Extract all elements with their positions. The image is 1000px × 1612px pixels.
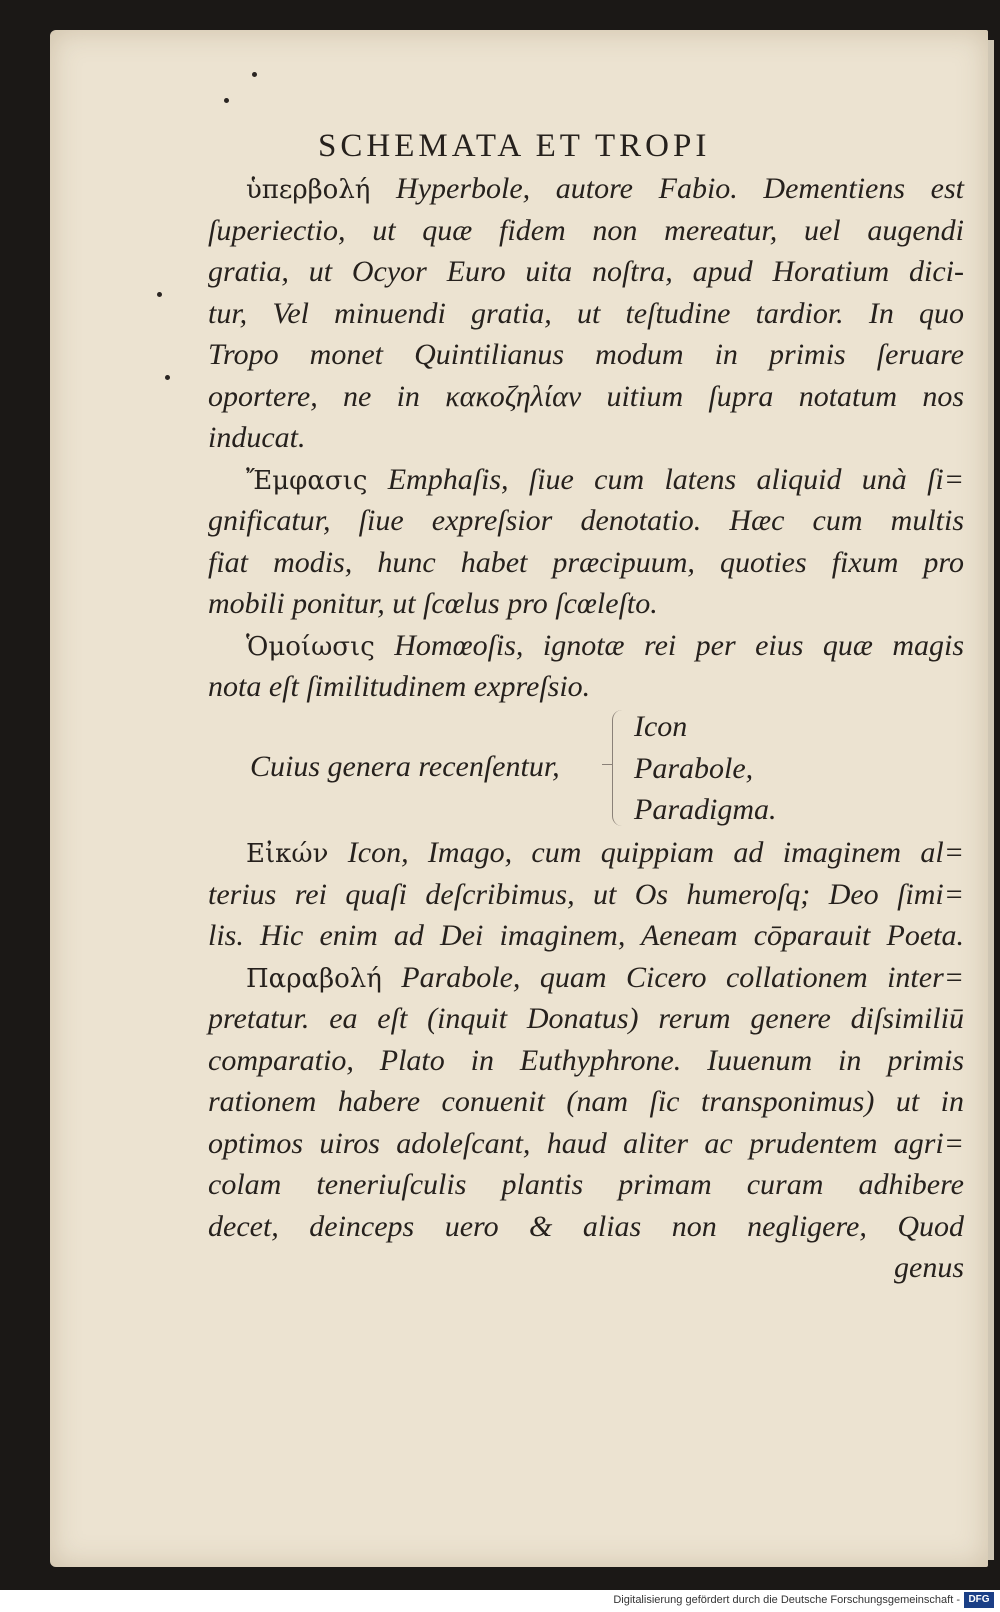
text-line: tur, Vel minuendi gratia, ut teſtudine tardior. In quo: [208, 296, 964, 330]
greek-term: Ὁμοίωσις: [246, 631, 375, 662]
text-line: Tropo monet Quintilianus modum in primis ſeruare: [208, 338, 964, 371]
text-line: nota eſt ſimilitudinem expreſsio.: [208, 670, 591, 703]
greek-term: Παραβολή: [246, 963, 382, 994]
greek-term: Ἔμφασις: [246, 465, 368, 496]
text-line: ὑπερβολή Hyperbole, autore Fabio. Dementiens est: [246, 172, 964, 205]
ink-speck: [165, 375, 170, 380]
text-line: gratia, ut Ocyor Euro uita noſtra, apud Horatium dici-: [208, 255, 964, 288]
genera-list: [250, 706, 850, 836]
text-line: colam teneriuſculis plantis primam curam adhibere: [208, 1168, 964, 1201]
greek-term: Εἰκών: [246, 839, 329, 869]
text-line: Εἰκών Icon, Imago, cum quippiam ad imaginem al=: [246, 836, 965, 869]
page-edge: [988, 40, 994, 1560]
brace-tip: [602, 764, 612, 765]
text-line: rationem habere conuenit (nam ſic transponimus) ut in: [208, 1085, 964, 1118]
text-line: optimos uiros adoleſcant, haud aliter ac prudentem agri=: [208, 1126, 964, 1160]
footer-credit: Digitalisierung gefördert durch die Deutsche Forschungsgemeinschaft -: [613, 1594, 960, 1606]
ink-speck: [224, 98, 229, 103]
genera-item: Paradigma.: [634, 793, 777, 826]
text-line: terius rei quaſi deſcribimus, ut Os humeroſq; Deo ſimi=: [208, 877, 964, 911]
genera-items: [634, 706, 777, 831]
text-line: inducat.: [208, 421, 306, 454]
text-line: Ἔμφασις Emphaſis, ſiue cum latens aliquid unà ſi=: [246, 462, 965, 496]
text-line: Ὁμοίωσις Homœoſis, ignotæ rei per eius quæ magis: [246, 628, 965, 662]
genera-item: Parabole,: [634, 751, 754, 785]
genera-item: Icon: [634, 710, 688, 743]
text-line: mobili ponitur, ut ſcœlus pro ſcœleſto.: [208, 587, 658, 620]
brace-icon: [612, 710, 629, 826]
text-line: lis. Hic enim ad Dei imaginem, Aeneam cōparauit Poeta.: [208, 919, 964, 952]
greek-term: ὑπερβολή: [246, 175, 371, 205]
text-line: ſuperiectio, ut quæ fidem non mereatur, uel augendi: [208, 213, 964, 247]
text-line: oportere, ne in κακοζηλίαν uitium ſupra notatum nos: [208, 379, 964, 413]
dfg-logo: DFG: [964, 1592, 994, 1608]
text-line: Παραβολή Parabole, quam Cicero collationem inter=: [246, 960, 964, 994]
catchword: genus: [894, 1251, 964, 1284]
genera-label: Cuius genera recenſentur,: [250, 750, 560, 783]
ink-speck: [157, 292, 162, 297]
text-line: fiat modis, hunc habet præcipuum, quoties fixum pro: [208, 545, 964, 579]
text-line: gnificatur, ſiue expreſsior denotatio. Hæc cum multis: [208, 504, 964, 537]
text-line: comparatio, Plato in Euthyphrone. Iuuenum in primis: [208, 1043, 964, 1077]
footer: [0, 1590, 1000, 1612]
text-line: decet, deinceps uero & alias non negligere, Quod: [208, 1209, 964, 1243]
running-head: SCHEMATA ET TROPI: [318, 128, 711, 164]
text-line: pretatur. ea eſt (inquit Donatus) rerum genere diſsimiliū: [208, 1002, 964, 1035]
ink-speck: [252, 72, 257, 77]
